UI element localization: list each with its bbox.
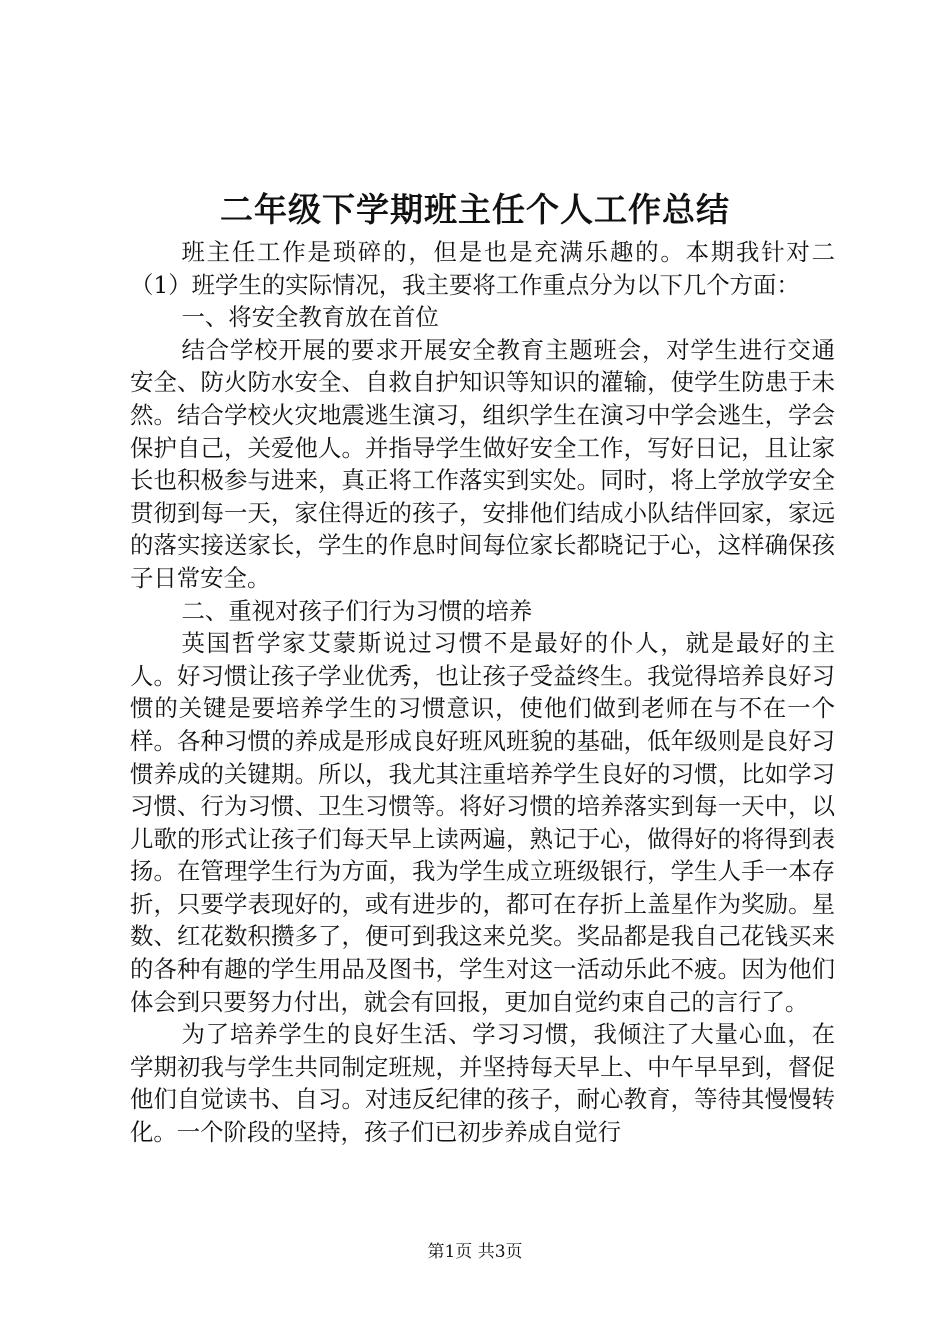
document-title: 二年级下学期班主任个人工作总结 [220,190,730,229]
section-heading-habits: 二、重视对孩子们行为习惯的培养 [181,596,533,625]
paragraph-habits: 英国哲学家艾蒙斯说过习惯不是最好的仆人，就是最好的主人。好习惯让孩子学业优秀，也让孩子受益终生。我觉得培养良好习惯的关键是要培养学生的习惯意识，使他们做到老师在与不在一个样。各种习惯的养成是形成良好班风班貌的基础，低年级则是良好习惯养成的关键期。所以，我尤其注重培养学生良好的习惯，比如学习习惯、行为习惯、卫生习惯等。将好习惯的培养落实到每一天中，以儿歌的形式让孩子们每天早上读两遍，熟记于心，做得好的将得到表扬。在管理学生行为方面，我为学生成立班级银行，学生人手一本存折，只要学表现好的，或有进步的，都可在存折上盖星作为奖励。星数、红花数积攒多了，便可到我这来兑奖。奖品都是我自己花钱买来的各种有趣的学生用品及图书，学生对这一活动乐此不疲。因为他们体会到只要努力付出，就会有回报，更加自觉约束自己的言行了。 [130,629,835,1016]
section-heading-safety: 一、将安全教育放在首位 [181,303,439,332]
paragraph-intro: 班主任工作是琐碎的，但是也是充满乐趣的。本期我针对二（1）班学生的实际情况，我主要将工作重点分为以下几个方面： [130,238,835,299]
page-footer: 第1页 共3页 [427,1242,523,1262]
document-body [130,236,835,1149]
paragraph-safety: 结合学校开展的要求开展安全教育主题班会，对学生进行交通安全、防火防水安全、自救自护知识等知识的灌输，使学生防患于未然。结合学校火灾地震逃生演习，组织学生在演习中学会逃生，学会保护自己，关爱他人。并指导学生做好安全工作，写好日记，且让家长也积极参与进来，真正将工作落实到实处。同时，将上学放学安全贯彻到每一天，家住得近的孩子，安排他们结成小队结伴回家，家远的落实接送家长，学生的作息时间每位家长都晓记于心，这样确保孩子日常安全。 [130,335,835,592]
paragraph-routine: 为了培养学生的良好生活、学习习惯，我倾注了大量心血，在学期初我与学生共同制定班规，并坚持每天早上、中午早早到，督促他们自觉读书、自习。对违反纪律的孩子，耐心教育，等待其慢慢转化。一个阶段的坚持，孩子们已初步养成自觉行 [130,1020,835,1147]
